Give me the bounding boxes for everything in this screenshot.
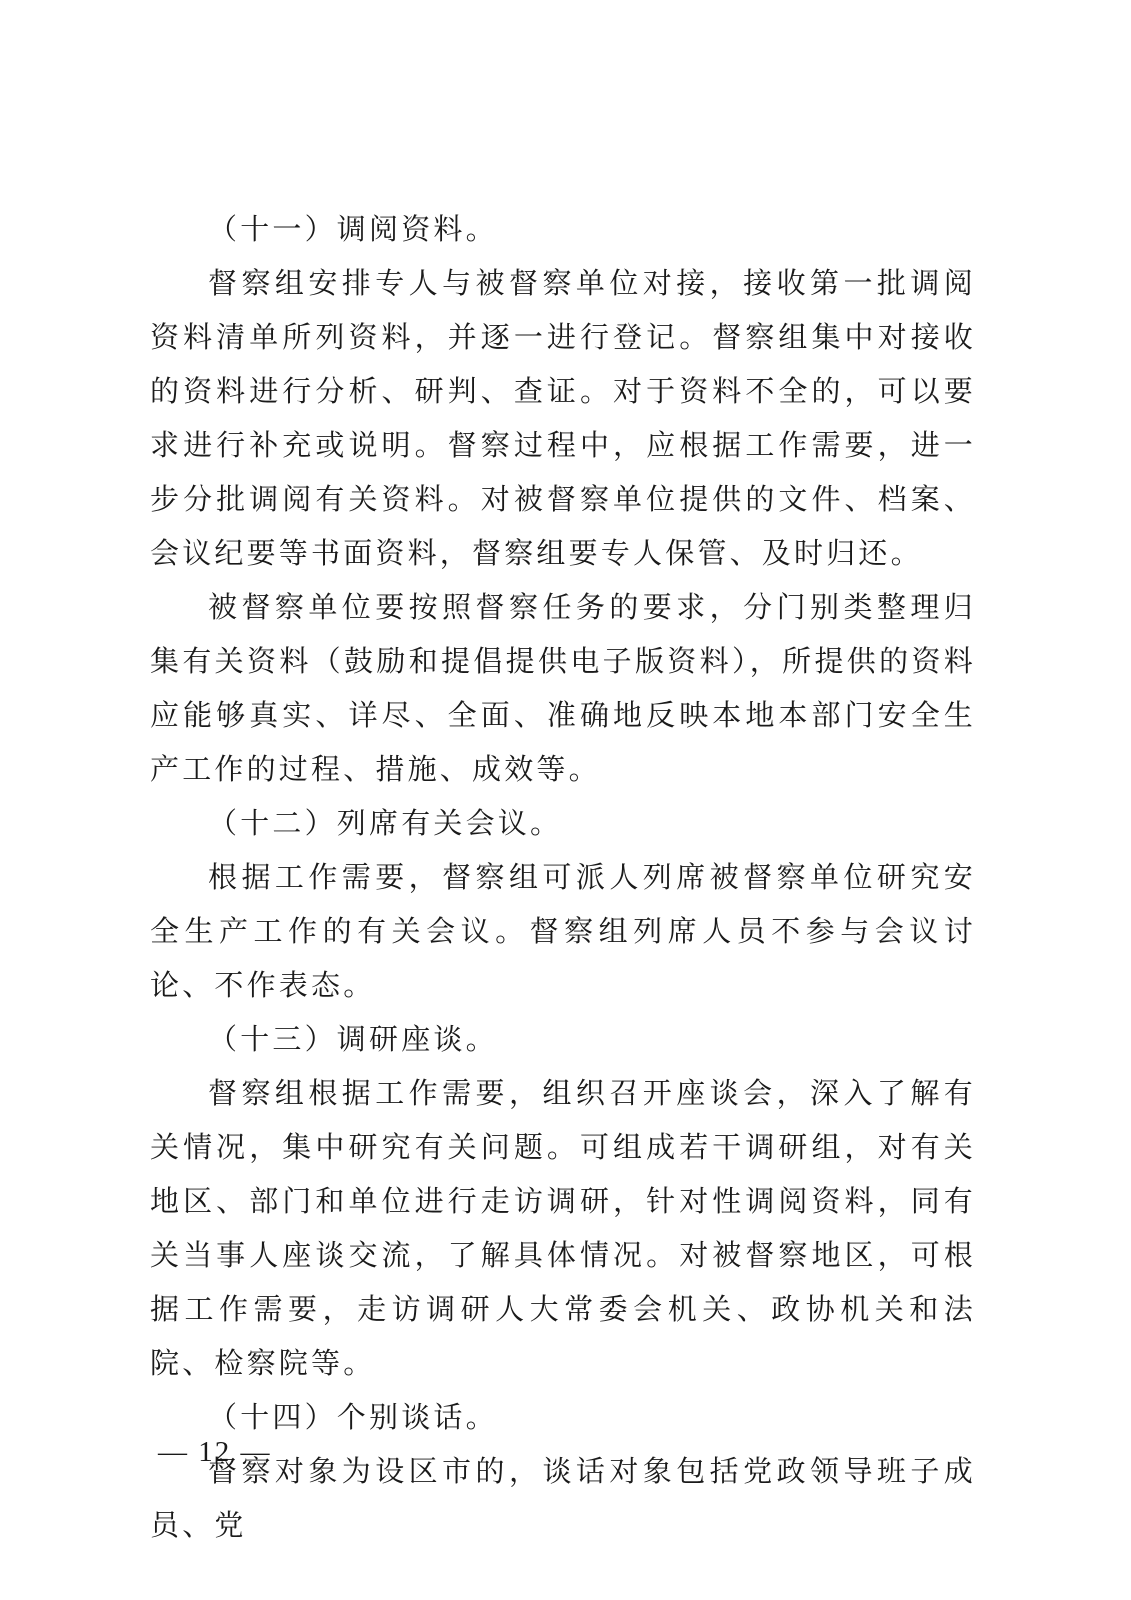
section-heading-12: （十二）列席有关会议。: [208, 806, 563, 840]
paragraph-12-1: 根据工作需要，督察组可派人列席被督察单位研究安全生产工作的有关会议。督察组列席人员不参与会议讨论、不作表态。: [150, 860, 976, 1002]
paragraph-13-1: 督察组根据工作需要，组织召开座谈会，深入了解有关情况，集中研究有关问题。可组成若干调研组，对有关地区、部门和单位进行走访调研，针对性调阅资料，同有关当事人座谈交流，了解具体情况。对被督察地区，可根据工作需要，走访调研人大常委会机关、政协机关和法院、检察院等。: [150, 1076, 976, 1380]
section-heading-13: （十三）调研座谈。: [208, 1022, 498, 1056]
page-number: — 12 —: [158, 1436, 272, 1468]
paragraph-11-1: 督察组安排专人与被督察单位对接，接收第一批调阅资料清单所列资料，并逐一进行登记。督察组集中对接收的资料进行分析、研判、查证。对于资料不全的，可以要求进行补充或说明。督察过程中，应根据工作需要，进一步分批调阅有关资料。对被督察单位提供的文件、档案、会议纪要等书面资料，督察组要专人保管、及时归还。: [150, 266, 976, 570]
section-heading-11: （十一）调阅资料。: [208, 212, 498, 246]
body-text: [150, 202, 976, 1552]
section-heading-14: （十四）个别谈话。: [208, 1400, 498, 1434]
paragraph-11-2: 被督察单位要按照督察任务的要求，分门别类整理归集有关资料（鼓励和提倡提供电子版资料），所提供的资料应能够真实、详尽、全面、准确地反映本地本部门安全生产工作的过程、措施、成效等。: [150, 590, 976, 786]
paragraph-14-1: 督察对象为设区市的，谈话对象包括党政领导班子成员、党: [150, 1454, 976, 1542]
